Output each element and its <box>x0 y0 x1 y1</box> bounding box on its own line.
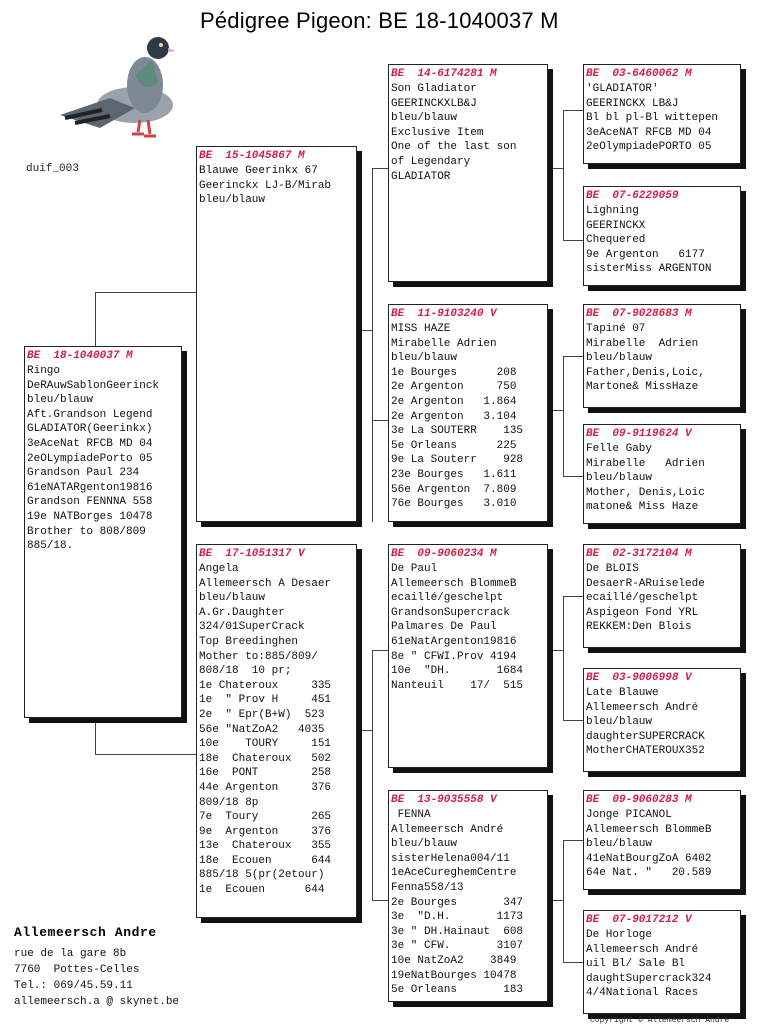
pigeon-info-line: Ringo <box>27 365 61 377</box>
pigeon-info-line: 41eNatBourgZoA 6402 <box>586 852 712 865</box>
pigeon-info-line: Mother to:885/809/ <box>199 650 318 663</box>
pigeon-info-line: 2e Argenton 1.864 <box>391 395 517 408</box>
pigeon-info-line: 2e Argenton 750 <box>391 381 517 394</box>
pigeon-info-line: MISS HAZE <box>391 323 451 335</box>
pigeon-info-line: bleu/blauw <box>391 112 458 125</box>
pigeon-info-line: Martone& MissHaze <box>586 381 699 394</box>
pigeon-info-line: bleu/blauw <box>27 394 94 407</box>
pigeon-info-line: 'GLADIATOR' <box>586 83 659 95</box>
connector-line <box>563 840 564 962</box>
connector-line <box>563 840 583 841</box>
pigeon-info-line: GEERINCKX <box>586 219 646 232</box>
pigeon-info-line: 1eAceCureghemCentre <box>391 867 517 880</box>
pigeon-info-line: matone& Miss Haze <box>586 501 699 514</box>
pigeon-card-father-father <box>388 64 548 282</box>
pigeon-info-line: Late Blauwe <box>586 687 659 699</box>
pigeon-info-line: 76e Bourges 3.010 <box>391 498 517 511</box>
ring-number: BE 03-9006998 V <box>586 672 692 684</box>
pigeon-info-line: Tapiné 07 <box>586 323 646 335</box>
pigeon-info-line: 3e " CFW. 3107 <box>391 940 524 953</box>
connector-line <box>563 240 583 241</box>
pigeon-info-line: 3e "D.H. 1173 <box>391 911 524 924</box>
pigeon-card-fmf <box>583 304 741 408</box>
ring-number: BE 18-1040037 M <box>27 350 133 362</box>
pigeon-info-line: 2e " Epr(B+W) 523 <box>199 708 325 721</box>
ring-number: BE 11-9103240 V <box>391 308 497 320</box>
pigeon-info-line: One of the last son <box>391 141 517 154</box>
pigeon-info-line: Allemeersch André <box>586 943 699 956</box>
pigeon-info-line: Grandson Paul 234 <box>27 467 140 480</box>
pigeon-info-line: GrandsonSupercrack <box>391 606 510 619</box>
pigeon-info-line: 10e TOURY 151 <box>199 738 332 751</box>
owner-name: Allemeersch Andre <box>14 925 157 940</box>
pigeon-info-line: GLADIATOR <box>391 170 451 183</box>
pigeon-info-line: 10e NatZoA2 3849 <box>391 954 517 967</box>
ring-number: BE 09-9060234 M <box>391 548 497 560</box>
connector-line <box>563 110 583 111</box>
connector-line <box>548 168 564 169</box>
pigeon-info-line: Chequered <box>586 234 646 247</box>
pigeon-info-line: 2eOLympiadePorto 05 <box>27 452 153 465</box>
connector-line <box>372 900 388 901</box>
pigeon-info-line: Allemeersch André <box>586 701 699 714</box>
pigeon-info-line: GLADIATOR(Geerinkx) <box>27 423 153 436</box>
pigeon-info-line: 64e Nat. " 20.589 <box>586 867 712 880</box>
ring-number: BE 14-6174281 M <box>391 68 497 80</box>
pigeon-info-line: 1e Chateroux 335 <box>199 679 332 692</box>
pigeon-info-line: 10e "DH. 1684 <box>391 665 524 678</box>
pigeon-info-line: Bl bl pl-Bl wittepen <box>586 112 719 125</box>
pigeon-card-mother-mother <box>388 790 548 1002</box>
ring-number: BE 09-9119624 V <box>586 428 692 440</box>
pigeon-info-line: 1e " Prov H 451 <box>199 694 332 707</box>
pigeon-info-line: 8e " CFWI.Prov 4194 <box>391 650 517 663</box>
pigeon-info-line: 7e Toury 265 <box>199 811 332 824</box>
pigeon-info-line: 18e Chateroux 502 <box>199 752 332 765</box>
pigeon-card-mmm <box>583 910 741 1014</box>
ring-number: BE 02-3172104 M <box>586 548 692 560</box>
pigeon-card-mff <box>583 544 741 648</box>
pigeon-info-line: bleu/blauw <box>586 838 653 851</box>
page-title: Pédigree Pigeon: BE 18-1040037 M <box>200 8 559 33</box>
pigeon-card-mother <box>196 544 357 918</box>
pigeon-info-line: 9e La Souterr 928 <box>391 454 524 467</box>
pigeon-info-line: 16e PONT 258 <box>199 767 332 780</box>
pigeon-info-line: Brother to 808/809 <box>27 525 146 538</box>
pigeon-info-line: Aft.Grandson Legend <box>27 408 153 421</box>
connector-line <box>563 356 583 357</box>
pigeon-info-line: Geerinckx LJ-B/Mirab <box>199 179 332 192</box>
pigeon-card-mmf <box>583 790 741 890</box>
pigeon-card-mother-father <box>388 544 548 768</box>
connector-line <box>548 650 564 651</box>
ring-number: BE 03-6460062 M <box>586 68 692 80</box>
connector-line <box>95 292 96 346</box>
pigeon-info-line: daughterSUPERCRACK <box>586 730 705 743</box>
pigeon-info-line: 4/4National Races <box>586 987 699 1000</box>
pigeon-info-line: ecaillé/geschelpt <box>586 592 699 605</box>
pigeon-info-line: MotherCHATEROUX352 <box>586 745 705 758</box>
pigeon-card-fmm <box>583 424 741 524</box>
pigeon-info-line: sisterMiss ARGENTON <box>586 263 712 276</box>
ring-number: BE 07-9017212 V <box>586 914 692 926</box>
pigeon-info-line: 2eOlympiadePORTO 05 <box>586 141 712 154</box>
pigeon-info-line: De Paul <box>391 563 438 575</box>
pigeon-info-line: 808/18 10 pr; <box>199 665 292 678</box>
pigeon-info-line: REKKEM:Den Blois <box>586 621 692 634</box>
connector-line <box>372 168 373 522</box>
pigeon-info-line: 56e "NatZoA2 4035 <box>199 723 325 736</box>
connector-line <box>357 730 373 731</box>
pigeon-info-line: bleu/blauw <box>199 194 266 207</box>
pigeon-info-line: sisterHelena004/11 <box>391 852 510 865</box>
copyright-footer: Copyright © Allemeersch Andre <box>590 1016 730 1025</box>
pigeon-info-line: 61eNATARgenton19816 <box>27 481 153 494</box>
ring-number: BE 07-9028683 M <box>586 308 692 320</box>
pigeon-info-line: Blauwe Geerinkx 67 <box>199 165 318 177</box>
pigeon-info-line: De Horloge <box>586 929 653 941</box>
pigeon-info-line: 23e Bourges 1.611 <box>391 468 517 481</box>
pigeon-info-line: Allemeersch A Desaer <box>199 577 332 590</box>
pigeon-info-line: 5e Orleans 225 <box>391 439 517 452</box>
pigeon-info-line: 9e Argenton 376 <box>199 825 332 838</box>
pigeon-info-line: bleu/blauw <box>586 716 653 729</box>
pigeon-info-line: 885/18 5(pr(2etour) <box>199 869 325 882</box>
pigeon-card-mfm <box>583 668 741 772</box>
pigeon-info-line: 2e Argenton 3.104 <box>391 410 517 423</box>
connector-line <box>563 596 583 597</box>
pigeon-info-line: bleu/blauw <box>199 592 266 605</box>
connector-line <box>563 962 583 963</box>
pigeon-info-line: Lighning <box>586 205 639 217</box>
pigeon-info-line: bleu/blauw <box>586 472 653 485</box>
pigeon-info-line: 1e Bourges 208 <box>391 366 517 379</box>
pigeon-info-line: 9e Argenton 6177 <box>586 248 705 261</box>
pigeon-info-line: Mirabelle Adrien <box>586 337 699 350</box>
pigeon-info-line: 5e Orleans 183 <box>391 984 524 997</box>
connector-line <box>372 650 388 651</box>
connector-line <box>563 476 583 477</box>
pigeon-info-line: Mother, Denis,Loic <box>586 486 705 499</box>
pigeon-info-line: Allemeersch André <box>391 823 504 836</box>
pigeon-card-father <box>196 146 357 522</box>
pigeon-info-line: 44e Argenton 376 <box>199 781 332 794</box>
pigeon-info-line: 3e " DH.Hainaut 608 <box>391 925 524 938</box>
pigeon-info-line: Allemeersch BlommeB <box>586 823 712 836</box>
owner-email: allemeersch.a @ skynet.be <box>14 996 180 1008</box>
pigeon-card-father-mother <box>388 304 548 522</box>
pigeon-info-line: daughtSupercrack324 <box>586 972 712 985</box>
pigeon-info-line: 19e NATBorges 10478 <box>27 510 153 523</box>
connector-line <box>372 420 388 421</box>
ring-number: BE 15-1045867 M <box>199 150 305 162</box>
ring-number: BE 07-6229059 <box>586 190 679 202</box>
connector-line <box>95 754 196 755</box>
pigeon-info-line: Son Gladiator <box>391 83 477 95</box>
owner-phone: Tel.: 069/45.59.11 <box>14 980 133 992</box>
pigeon-info-line: De BLOIS <box>586 563 639 575</box>
pigeon-info-line: 885/18. <box>27 540 74 553</box>
pigeon-info-line: 2e Bourges 347 <box>391 896 524 909</box>
pigeon-info-line: Mirabelle Adrien <box>391 337 497 350</box>
pigeon-info-line: FENNA <box>391 809 431 821</box>
pigeon-info-line: Nanteuil 17/ 515 <box>391 679 524 692</box>
connector-line <box>95 292 196 293</box>
pigeon-info-line: Palmares De Paul <box>391 621 497 634</box>
connector-line <box>548 410 564 411</box>
pigeon-card-subject <box>24 346 182 718</box>
connector-line <box>563 110 564 240</box>
pigeon-info-line: GEERINCKXLB&J <box>391 97 477 110</box>
pigeon-card-ffm <box>583 186 741 286</box>
pigeon-info-line: Allemeersch BlommeB <box>391 577 517 590</box>
connector-line <box>563 720 583 721</box>
pigeon-card-fff <box>583 64 741 164</box>
pigeon-info-line: Mirabelle Adrien <box>586 457 705 470</box>
ring-number: BE 17-1051317 V <box>199 548 305 560</box>
pigeon-info-line: ecaillé/geschelpt <box>391 592 504 605</box>
pigeon-info-line: 1e Ecouen 644 <box>199 884 325 897</box>
ring-number: BE 09-9060283 M <box>586 794 692 806</box>
pigeon-info-line: Top Breedinghen <box>199 635 299 648</box>
pigeon-info-line: Felle Gaby <box>586 443 653 455</box>
pigeon-info-line: Exclusive Item <box>391 126 484 139</box>
pigeon-info-line: Jonge PICANOL <box>586 809 672 821</box>
connector-line <box>357 330 373 331</box>
pigeon-info-line: bleu/blauw <box>391 352 458 365</box>
pigeon-info-line: DesaerR-ARuiselede <box>586 577 705 590</box>
pigeon-info-line: 56e Argenton 7.809 <box>391 483 517 496</box>
owner-block <box>14 925 179 1010</box>
pigeon-info-line: of Legendary <box>391 155 471 168</box>
image-label: duif_003 <box>26 163 79 175</box>
connector-line <box>563 356 564 476</box>
pigeon-info-line: Angela <box>199 563 239 575</box>
pigeon-info-line: Fenna558/13 <box>391 881 464 894</box>
pigeon-info-line: Aspigeon Fond YRL <box>586 606 699 619</box>
connector-line <box>372 168 388 169</box>
owner-city: 7760 Pottes-Celles <box>14 964 140 976</box>
pigeon-info-line: 18e Ecouen 644 <box>199 854 332 867</box>
pigeon-info-line: 3e La SOUTERR 135 <box>391 425 524 438</box>
connector-line <box>548 900 564 901</box>
pigeon-info-line: bleu/blauw <box>391 838 458 851</box>
ring-number: BE 13-9035558 V <box>391 794 497 806</box>
pigeon-info-line: 3eAceNat RFCB MD 04 <box>27 437 153 450</box>
pigeon-info-line: 324/01SuperCrack <box>199 621 305 634</box>
pigeon-info-line: 3eAceNAT RFCB MD 04 <box>586 126 712 139</box>
pigeon-info-line: A.Gr.Daughter <box>199 606 285 619</box>
pigeon-illustration <box>40 20 175 150</box>
connector-line <box>95 718 96 754</box>
owner-address: rue de la gare 8b <box>14 948 127 960</box>
pigeon-info-line: 13e Chateroux 355 <box>199 840 332 853</box>
pigeon-info-line: uil Bl/ Sale Bl <box>586 958 686 971</box>
pigeon-info-line: DeRAuwSablonGeerinck <box>27 379 160 392</box>
pigeon-info-line: 19eNatBourges 10478 <box>391 969 517 982</box>
pigeon-info-line: bleu/blauw <box>586 352 653 365</box>
pigeon-info-line: GEERINCKX LB&J <box>586 97 679 110</box>
pigeon-info-line: Grandson FENNNA 558 <box>27 496 153 509</box>
pigeon-info-line: Father,Denis,Loic, <box>586 366 705 379</box>
pigeon-info-line: 61eNatArgenton19816 <box>391 635 517 648</box>
pigeon-info-line: 809/18 8p <box>199 796 259 809</box>
connector-line <box>563 596 564 720</box>
connector-line <box>372 650 373 900</box>
